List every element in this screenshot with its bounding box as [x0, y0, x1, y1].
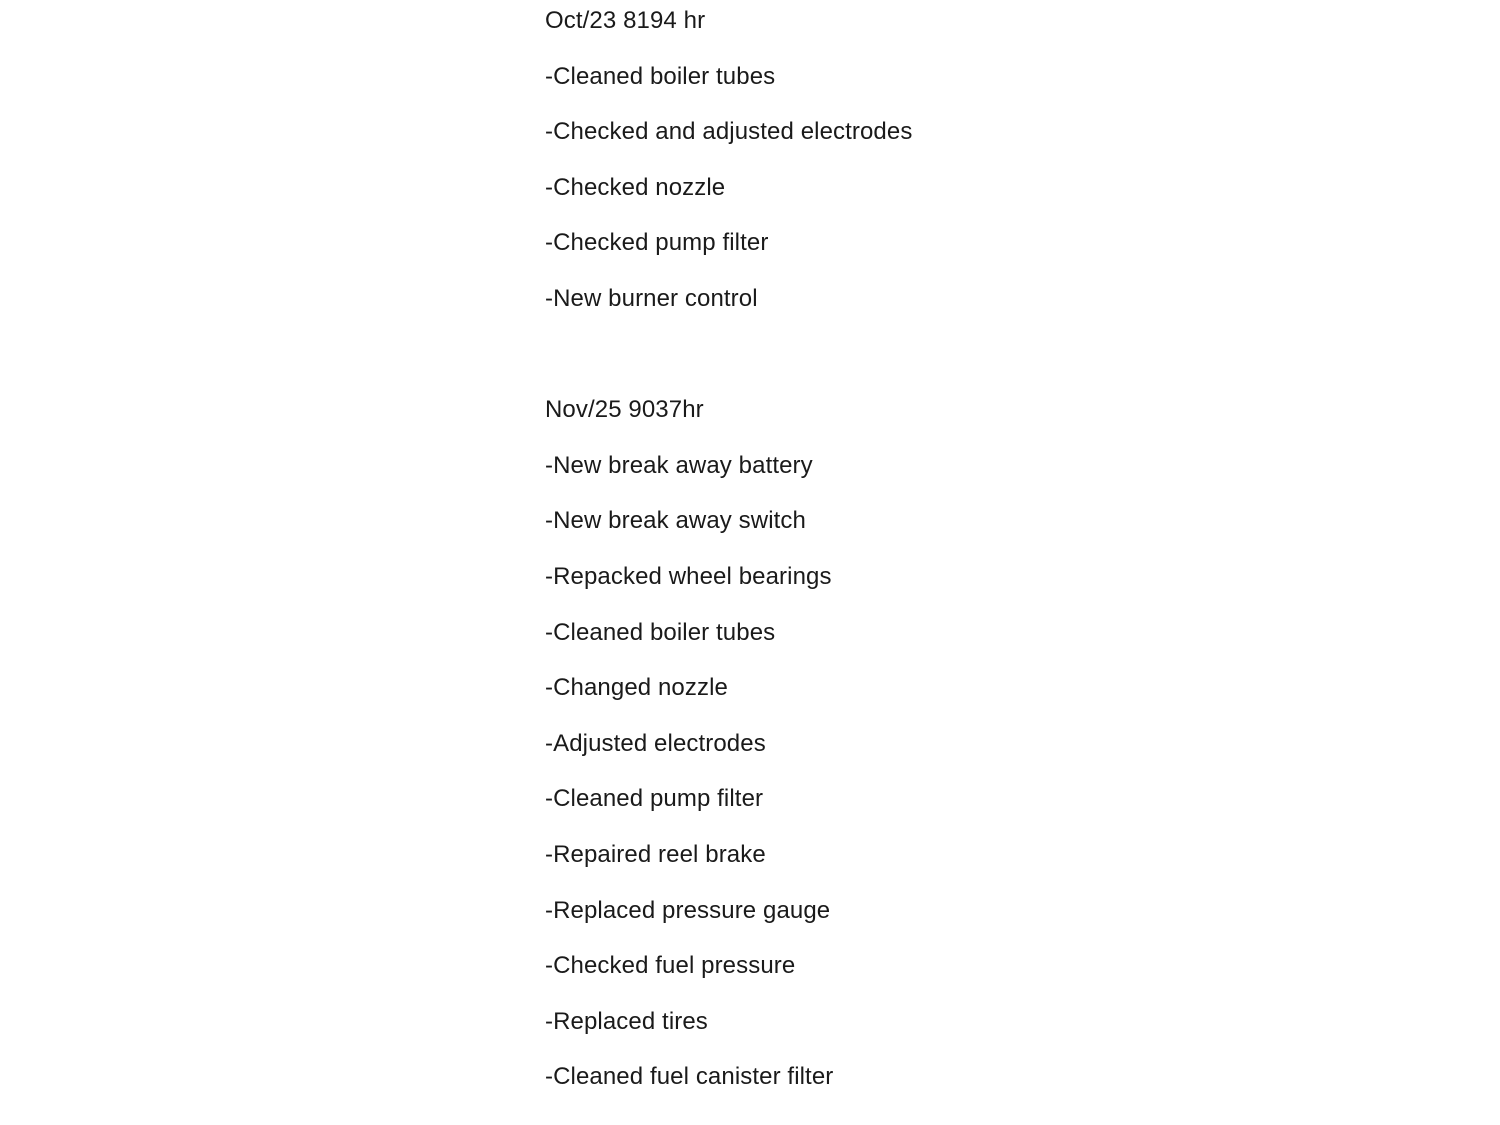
log-item: -Cleaned fuel canister filter: [545, 1063, 834, 1091]
log-item: -Repaired reel brake: [545, 840, 766, 868]
log-entry: [545, 389, 1245, 1112]
log-item: -Cleaned boiler tubes: [545, 618, 776, 646]
maintenance-log: [545, 0, 1245, 1112]
log-item: -Repacked wheel bearings: [545, 562, 832, 590]
log-entry: [545, 0, 1245, 334]
log-item: -Checked and adjusted electrodes: [545, 118, 913, 146]
log-item: -Replaced tires: [545, 1007, 708, 1035]
log-item: -Checked fuel pressure: [545, 952, 796, 980]
log-item: -New burner control: [545, 284, 758, 312]
log-item: -Changed nozzle: [545, 674, 728, 702]
log-item: -Replaced pressure gauge: [545, 896, 831, 924]
log-item: -New break away switch: [545, 507, 806, 535]
log-item: -Checked pump filter: [545, 229, 769, 257]
log-item: -New break away battery: [545, 451, 813, 479]
log-item: -Checked nozzle: [545, 173, 726, 201]
entry-header: Oct/23 8194 hr: [545, 7, 706, 34]
blank-line: [545, 334, 1245, 390]
log-item: -Adjusted electrodes: [545, 729, 766, 757]
entry-header: Nov/25 9037hr: [545, 396, 704, 424]
log-item: -Cleaned pump filter: [545, 785, 764, 813]
log-item: -Cleaned boiler tubes: [545, 62, 776, 90]
